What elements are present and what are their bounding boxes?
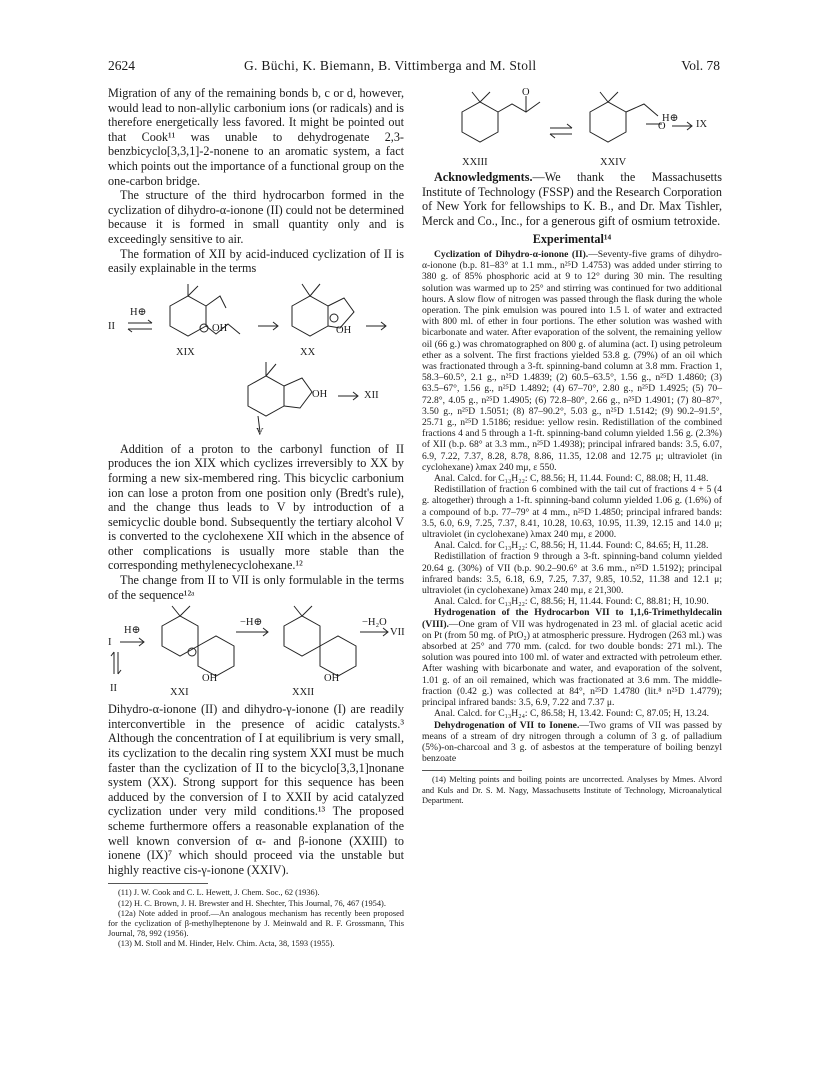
label-XII: XII — [364, 389, 379, 401]
paragraph — [422, 607, 722, 708]
label-oxygen: O — [658, 121, 666, 132]
footnote: (12) H. C. Brown, J. H. Brewster and H. Shechter, This Journal, 76, 467 (1954). — [118, 898, 386, 908]
scheme-figure-xxi-xxii — [108, 602, 404, 702]
label-VII: VII — [390, 627, 405, 639]
analysis: Anal. Calcd. for C₁₃H₂₂: C, 88.56; H, 11.44. Found: C, 88.81; H, 10.90. — [434, 596, 709, 608]
paragraph-text: —One gram of VII was hydrogenated in 23 ml. of glacial acetic acid on Pt (from 50 mg. of PtO₂) at atmospheric pressure. Hydrogen (263 ml.) was absorbed at 25° and 770 mm. (calcd. for two double bonds: 271 ml.). The solution was poured into 100 ml. of water and extracted with petroleum ether. After washing with bicarbonate and water, and evaporation of the solvent, 1.01 g. of an oil remained, which was fractionated at 3.6 mm. The middle-fraction (0.42 g.) was collected at 84°, n²⁵D 1.4780 (lit.⁸ n²⁵D 1.4779); principal infrared bands: 3.5, 6.9, 7.22 and 7.37 μ. — [422, 618, 722, 709]
running-authors: G. Büchi, K. Biemann, B. Vittimberga and M. Stoll — [244, 58, 537, 73]
label-proton: H⊕ — [662, 113, 679, 124]
section-title: Experimental¹⁴ — [532, 232, 612, 247]
label-oh: OH — [212, 322, 228, 334]
label-IX: IX — [696, 119, 708, 130]
ack-heading: Acknowledgments. — [434, 170, 533, 184]
footnote: (11) J. W. Cook and C. L. Hewett, J. Chem. Soc., 62 (1936). — [118, 888, 320, 898]
scheme-drawing — [108, 276, 404, 442]
analysis: Anal. Calcd. for C₁₃H₂₂: C, 88.56; H, 11.44. Found: C, 84.65; H, 11.28. — [434, 540, 709, 552]
label-oxygen: O — [522, 87, 530, 98]
label-XX: XX — [300, 346, 316, 358]
subsection-heading: Cyclization of Dihydro-α-ionone (II). — [434, 248, 589, 260]
label-minus-water: −H₂O — [362, 617, 387, 629]
subsection-heading: Hydrogenation of the Hydrocarbon VII to 1,1,6-Trimethyldecalin (VIII). — [422, 607, 722, 630]
label-proton: H⊕ — [124, 625, 141, 637]
paragraph: Dihydro-α-ionone (II) and dihydro-γ-ionone (I) are readily interconvertible in the presence of acidic catalysts.³ Although the concentration of I at equilibrium is very small, its cyclization to the decalin ring system XXI must be much faster than the cyclization of II to the bicyclo[3,3,1]nonane system (XX). Strong support for this sequence has been adduced by the conversion of I to XXII by acid catalyzed cyclization under very mild conditions.¹³ The proposed scheme furthermore offers a reasonable explanation of the well known conversion of α- and β-ionone (XXIII) to ionene (IX)⁷ which should proceed via the unstable but highly reactive cis-γ-ionone (XXIV). — [108, 702, 404, 877]
label-V: V — [256, 426, 264, 438]
label-XXI: XXI — [170, 687, 189, 699]
label-oh: OH — [324, 673, 340, 685]
footnote: (12a) Note added in proof.—An analogous mechanism has recently been proposed for the cyclization of β-methylheptenone by J. Meinwald and R. F. Grossmann, This Journal, 78, 992 (1956). — [108, 908, 404, 939]
page-number: 2624 — [108, 58, 135, 73]
experimental-body — [422, 249, 722, 764]
paragraph — [422, 249, 722, 473]
label-oh: OH — [202, 673, 218, 685]
footnote: (14) Melting points and boiling points are uncorrected. Analyses by Mmes. Alvord and Kuls and Dr. S. M. Nagy, Massachusetts Institute of Technology, Microanalytical Department. — [422, 775, 722, 805]
paragraph: The formation of XII by acid-induced cyclization of II is easily explainable in the terms — [108, 246, 404, 276]
footnote: (13) M. Stoll and M. Hinder, Helv. Chim. Acta, 38, 1593 (1955). — [118, 939, 335, 949]
footnotes — [108, 888, 404, 949]
acknowledgments — [422, 170, 722, 228]
volume-label: Vol. 78 — [681, 58, 720, 73]
paragraph: Addition of a proton to the carbonyl function of II produces the ion XIX which cyclizes irreversibly to XX by forming a new six-membered ring. This bicyclic carbonium ion can lose a proton from one position only (Bredt's rule), and the change thus leads to V by introduction of a semicyclic double bond. Subsequently the tertiary alcohol V is converted to the cyclohexene XII which in the absence of other complications is usually more stable than the corresponding methylenecyclohexane.¹² — [108, 441, 404, 573]
label-XIX: XIX — [176, 346, 195, 358]
footnote-rule — [108, 883, 208, 884]
analysis: Anal. Calcd. for C₁₃H₂₂: C, 88.56; H, 11.44. Found: C, 88.08; H, 11.48. — [434, 473, 709, 485]
left-column — [108, 86, 404, 950]
analysis: Anal. Calcd. for C₁₃H₂₄: C, 86.58; H, 13.42. Found: C, 87.05; H, 13.24. — [434, 708, 710, 720]
page-header — [108, 58, 720, 78]
footnotes — [422, 775, 722, 806]
label-oh: OH — [312, 388, 328, 400]
label-XXIII: XXIII — [462, 157, 488, 168]
label-II: II — [110, 683, 117, 695]
label-minus-proton: −H⊕ — [240, 617, 263, 629]
label-oh: OH — [336, 324, 352, 336]
paragraph — [422, 720, 722, 765]
label-XXII: XXII — [292, 687, 315, 699]
paragraph: Redistillation of fraction 6 combined with the tail cut of fractions 4 + 5 (4 g. altogether) through a 1-ft. spinning-band column yielded 1.06 g. (1.6%) of a compound of b.p. 77–79° at 4 mm., n²⁵D 1.4850; principal infrared bands: 3.5, 6.0, 6.9, 7.25, 7.37, 8.41, 10.28, 10.63, 10.95, 11.39, 12.15 and 14.0 μ; ultraviolet (in cyclohexane) λmax 240 mμ, ε 2000. — [422, 484, 722, 541]
paragraph: Redistillation of fraction 9 through a 3-ft. spinning-band column yielded 20.64 g. (30%) of VII (b.p. 90.2–90.6° at 3.6 mm., n²⁵D 1.5192); principal infrared bands: 3.5, 6.18, 6.9, 7.25, 7.37, 9.85, 10.52, 11.38 and 12.1 μ; ultraviolet (in cyclohexane) λmax 240 mμ, ε 21,300. — [422, 551, 722, 597]
footnote-rule — [422, 770, 522, 771]
label-XXIV: XXIV — [600, 157, 627, 168]
paragraph: Migration of any of the remaining bonds b, c or d, however, would lead to non-allylic carbonium ions (or radicals) and is therefore energetically less favored. It might be pointed out that Cook¹¹ was unable to dehydrogenate 2,3-benzbicyclo[3,3,1]-2-nonene to an aromatic system, a fact which points out the importance of a functional group on the one-carbon bridge. — [108, 86, 404, 188]
label-II: II — [108, 320, 115, 332]
paragraph: The structure of the third hydrocarbon formed in the cyclization of dihydro-α-ionone (II) could not be determined because it is formed in small quantity only and is exceedingly sensitive to air. — [108, 188, 404, 246]
ack-text: —We thank the Massachusetts Institute of Technology (FSSP) and the Research Corporation of New York for fellowships to K. B., and Dr. Max Tishler, Merck and Co., Inc., for a generous gift of osmium tetroxide. — [422, 170, 722, 228]
subsection-heading: Dehydrogenation of VII to Ionene. — [434, 719, 580, 731]
label-proton: H⊕ — [130, 306, 147, 318]
paragraph-text: —Two grams of VII was passed by means of a stream of dry nitrogen through a column of 3 g. of palladium (5%)-on-charcoal and 3 g. of asbestos at the temperature of boiling benzyl benzoate — [422, 719, 723, 765]
paragraph-text: —Seventy-five grams of dihydro-α-ionone (b.p. 81–83° at 1.1 mm., n²⁵D 1.4753) was added under stirring to 380 g. of 85% phosphoric acid at 9 to 12° during 30 min. The resulting solution was warmed up to 25° and stirring was continued for two additional hours. A slow flow of nitrogen was passed through the flask during the whole operation. The pink emulsion was poured into 1.5 l. of water and extracted with 800 ml. of ether in four portions. The ether solution was washed with bicarbonate and water. After evaporation of the solvent, the remaining yellow oil (66 g.) was chromatographed on 800 g. of alumina (act. I) using petroleum ether as a solvent. The first fractions yielded 53.8 g. (79%) of an oil which was fractionated through a 3-ft. spinning-band column at 3.8 mm. Fraction 1, 58.3–60.5°, 2.1 g., n²⁵D 1.4839; (2) 60.5–63.5°, 1.56 g., n²⁵D 1.4860; (3) 63.5–67°, 1.56 g., n²⁵D 1.4892; (4) 67–70°, 2.80 g., n²⁵D 1.4925; (5) 70–72.8°, 4.05 g., n²⁵D 1.4905; (6) 72.8–80°, 2.66 g., n²⁵D 1.4901; (7) 80–87°, 3.50 g., n²⁵D 1.5051; (8) 87–90.2°, 5.03 g., n²⁵D 1.5142; (9) 90.2–91.5°, 25.71 g., n²⁵D 1.5186; residue: yellow resin. Redistillation of the combined fractions 4 and 5 through a 1-ft. spinning-band column yielded 1.56 g. (2.3%) of XII (b.p. 68° at 3.3 mm., n²⁵D 1.4938); principal infrared bands: 3.5, 6.07, 6.9, 7.22, 7.37, 8.28, 8.78, 8.86, 11.35, 12.08 and 12.75 μ; ultraviolet (in cyclohexane) λmax 240 mμ, ε 550. — [422, 248, 722, 473]
scheme-figure-ionene — [422, 86, 722, 170]
right-column — [422, 86, 722, 806]
scheme-figure-xix-xx — [108, 276, 404, 442]
paragraph: The change from II to VII is only formulable in the terms of the sequence¹²ᵃ — [108, 573, 404, 602]
label-I: I — [108, 637, 112, 649]
